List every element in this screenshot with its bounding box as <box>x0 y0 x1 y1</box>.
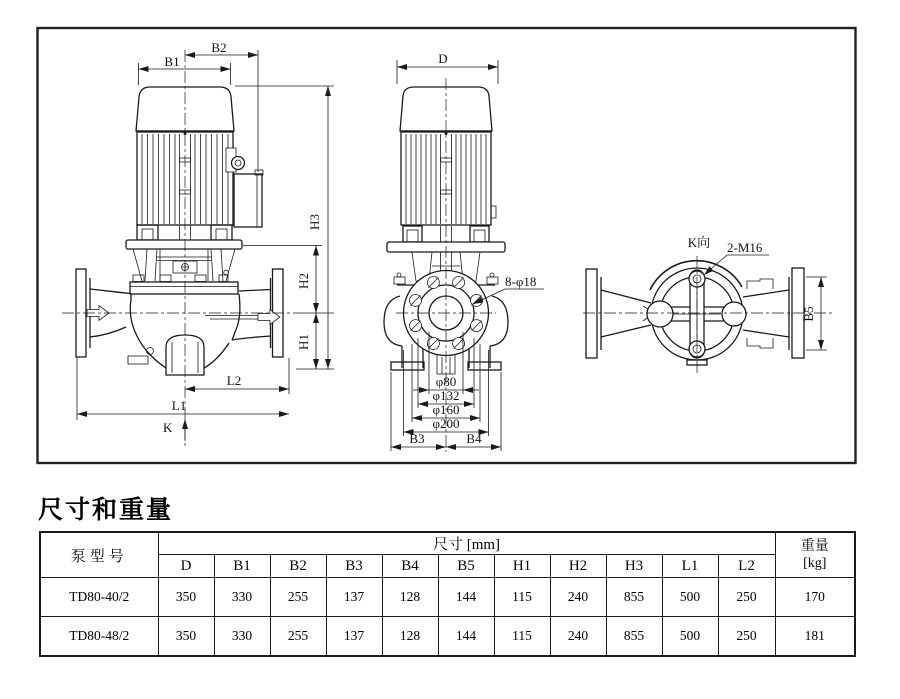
dim-label-thread: 2-M16 <box>727 240 763 255</box>
col-header-H2: H2 <box>550 555 606 578</box>
dim-label-l1: L1 <box>171 398 187 413</box>
dim-label-b5: B5 <box>801 306 816 322</box>
weight-cell: 170 <box>775 578 855 617</box>
dim-label-dia200: φ200 <box>432 416 460 431</box>
dim-label-k-view: K向 <box>687 235 711 250</box>
weight-header-line2: [kg] <box>803 556 827 571</box>
col-header-B2: B2 <box>270 555 326 578</box>
col-header-B5: B5 <box>438 555 494 578</box>
dim-value-cell: 250 <box>718 578 775 617</box>
weight-cell: 181 <box>775 617 855 657</box>
col-header-H3: H3 <box>606 555 662 578</box>
dim-value-cell: 240 <box>550 617 606 657</box>
dim-value-cell: 500 <box>662 617 718 657</box>
col-header-L2: L2 <box>718 555 775 578</box>
dim-label-d: D <box>438 51 448 66</box>
dim-label-dia80: φ80 <box>435 374 457 389</box>
dim-label-b2: B2 <box>211 40 227 55</box>
col-header-B3: B3 <box>326 555 382 578</box>
dim-value-cell: 144 <box>438 578 494 617</box>
dim-label-b1: B1 <box>164 54 180 69</box>
col-header-weight <box>775 532 855 578</box>
dim-label-dia160: φ160 <box>432 402 460 417</box>
col-header-model: 泵型号 <box>40 532 158 578</box>
front-view <box>62 40 334 447</box>
table-row <box>40 617 855 657</box>
section-title: 尺寸和重量 <box>38 495 174 524</box>
dim-value-cell: 855 <box>606 617 662 657</box>
dim-value-cell: 255 <box>270 617 326 657</box>
model-cell: TD80-48/2 <box>40 617 158 657</box>
dimensions-weight-table <box>39 531 856 657</box>
dim-value-cell: 137 <box>326 617 382 657</box>
dim-label-h1: H1 <box>296 334 311 350</box>
model-cell: TD80-40/2 <box>40 578 158 617</box>
dim-label-l2: L2 <box>226 373 242 388</box>
col-header-dims-mm: 尺寸 [mm] <box>158 532 775 555</box>
dim-label-bolt-holes: 8-φ18 <box>505 274 537 289</box>
dim-value-cell: 128 <box>382 578 438 617</box>
col-header-H1: H1 <box>494 555 550 578</box>
dim-label-h3: H3 <box>307 214 322 230</box>
k-direction-view <box>583 235 832 374</box>
dim-value-cell: 240 <box>550 578 606 617</box>
weight-header-line1: 重量 <box>800 538 829 554</box>
dim-value-cell: 330 <box>214 617 270 657</box>
col-header-B4: B4 <box>382 555 438 578</box>
dim-value-cell: 128 <box>382 617 438 657</box>
dim-value-cell: 350 <box>158 617 214 657</box>
col-header-D: D <box>158 555 214 578</box>
dim-value-cell: 144 <box>438 617 494 657</box>
dim-value-cell: 855 <box>606 578 662 617</box>
col-header-L1: L1 <box>662 555 718 578</box>
dim-value-cell: 137 <box>326 578 382 617</box>
dim-label-dia132: φ132 <box>432 388 460 403</box>
dim-label-b3: B3 <box>409 431 425 446</box>
dim-value-cell: 115 <box>494 617 550 657</box>
dim-label-h2: H2 <box>296 273 311 289</box>
dim-value-cell: 115 <box>494 578 550 617</box>
dim-value-cell: 330 <box>214 578 270 617</box>
table-row <box>40 578 855 617</box>
dim-label-k: K <box>163 420 173 435</box>
dim-value-cell: 255 <box>270 578 326 617</box>
col-header-B1: B1 <box>214 555 270 578</box>
side-view <box>384 51 544 452</box>
dim-value-cell: 350 <box>158 578 214 617</box>
dim-value-cell: 250 <box>718 617 775 657</box>
dim-value-cell: 500 <box>662 578 718 617</box>
dim-label-b4: B4 <box>466 431 482 446</box>
